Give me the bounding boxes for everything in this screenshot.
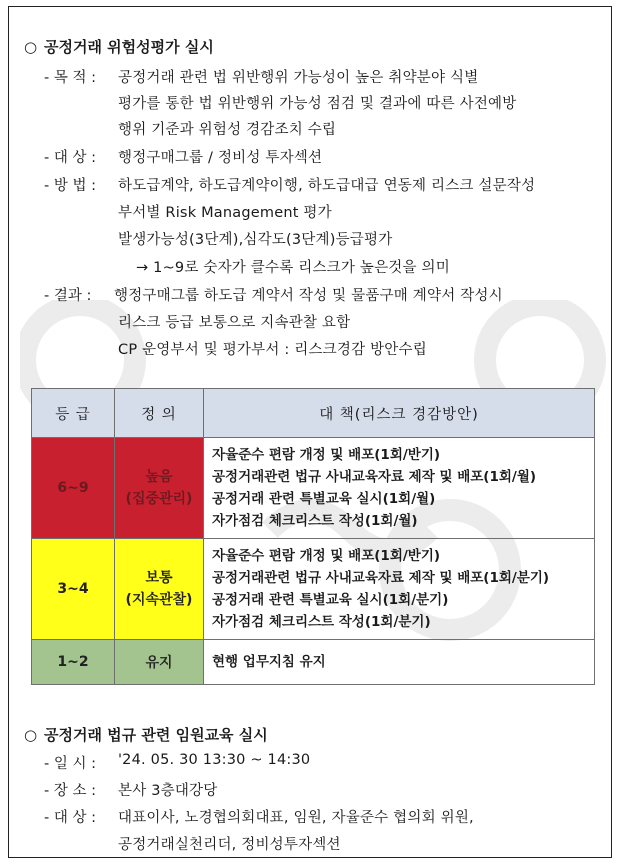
table-row-low	[32, 640, 595, 685]
action-item: 공정거래 관련 특별교육 실시(1회/분기)	[212, 592, 449, 608]
target-label: - 대 상 :	[44, 150, 96, 166]
action-item: 공정거래관련 법규 사내교육자료 제작 및 배포(1회/월)	[212, 469, 537, 485]
header-grade: 등 급	[32, 389, 115, 438]
action-item: 자가점검 체크리스트 작성(1회/월)	[212, 513, 418, 529]
definition-mid-level: 보통	[145, 570, 173, 586]
action-item: 현행 업무지침 유지	[212, 654, 326, 670]
purpose-line-1: 공정거래 관련 법 위반행위 가능성이 높은 취약분야 식별	[118, 70, 479, 86]
target-text: 행정구매그룹 / 정비성 투자섹션	[118, 150, 323, 166]
definition-mid	[115, 539, 204, 640]
place-label: - 장 소 :	[44, 783, 96, 799]
section-title-text: 공정거래 위험성평가 실시	[44, 38, 214, 56]
table-row-high	[32, 438, 595, 539]
header-definition: 정 의	[115, 389, 204, 438]
grade-mid: 3~4	[32, 539, 115, 640]
date-label: - 일 시 :	[44, 756, 96, 772]
method-line-4: → 1~9로 숫자가 클수록 리스크가 높은것을 의미	[136, 260, 450, 276]
table-header-row	[32, 389, 595, 438]
grade-high: 6~9	[32, 438, 115, 539]
bullet-circle-icon: ○	[24, 38, 38, 56]
result-line-1: 행정구매그룹 하도급 계약서 작성 및 물품구매 계약서 작성시	[114, 288, 503, 304]
header-countermeasure: 대 책(리스크 경감방안)	[204, 389, 595, 438]
attendee-line-1: 대표이사, 노경협의회대표, 임원, 자율준수 협의회 위원,	[118, 810, 474, 826]
method-line-1: 하도급계약, 하도급계약이행, 하도급대급 연동제 리스크 설문작성	[118, 178, 536, 194]
method-label: - 방 법 :	[44, 178, 96, 194]
place-text: 본사 3층대강당	[118, 783, 218, 799]
definition-mid-note: (지속관찰)	[125, 592, 193, 608]
section-executive-training-title	[24, 724, 268, 745]
definition-low: 유지	[115, 640, 204, 685]
actions-mid	[204, 539, 595, 640]
definition-high-level: 높음	[145, 469, 173, 485]
action-item: 공정거래 관련 특별교육 실시(1회/월)	[212, 491, 436, 507]
definition-high	[115, 438, 204, 539]
purpose-label: - 목 적 :	[44, 70, 96, 86]
purpose-line-2: 평가를 통한 법 위반행위 가능성 점검 및 결과에 따른 사전예방	[118, 96, 517, 112]
section-title-text: 공정거래 법규 관련 임원교육 실시	[44, 726, 268, 744]
action-item: 자율준수 편람 개정 및 배포(1회/반기)	[212, 447, 441, 463]
method-line-2: 부서별 Risk Management 평가	[118, 205, 332, 221]
result-line-2: 리스크 등급 보통으로 지속관찰 요함	[118, 315, 351, 331]
section-risk-assessment-title	[24, 36, 214, 57]
action-item: 공정거래관련 법규 사내교육자료 제작 및 배포(1회/분기)	[212, 570, 550, 586]
method-line-3: 발생가능성(3단계),심각도(3단계)등급평가	[118, 232, 393, 248]
attendee-line-2: 공정거래실천리더, 정비성투자섹션	[118, 837, 341, 853]
table-row-mid	[32, 539, 595, 640]
action-item: 자율준수 편람 개정 및 배포(1회/반기)	[212, 548, 441, 564]
action-item: 자가점검 체크리스트 작성(1회/분기)	[212, 614, 431, 630]
date-text: '24. 05. 30 13:30 ~ 14:30	[118, 752, 311, 768]
result-label: - 결과 :	[44, 288, 92, 304]
purpose-line-3: 행위 기준과 위험성 경감조치 수립	[118, 122, 337, 138]
bullet-circle-icon: ○	[24, 726, 38, 744]
attendee-label: - 대 상 :	[44, 810, 96, 826]
definition-high-note: (집중관리)	[125, 491, 193, 507]
actions-low	[204, 640, 595, 685]
document-frame-bottom	[8, 857, 612, 858]
grade-low: 1~2	[32, 640, 115, 685]
risk-grade-table	[31, 388, 595, 685]
result-line-3: CP 운영부서 및 평가부서 : 리스크경감 방안수립	[118, 342, 427, 358]
actions-high	[204, 438, 595, 539]
